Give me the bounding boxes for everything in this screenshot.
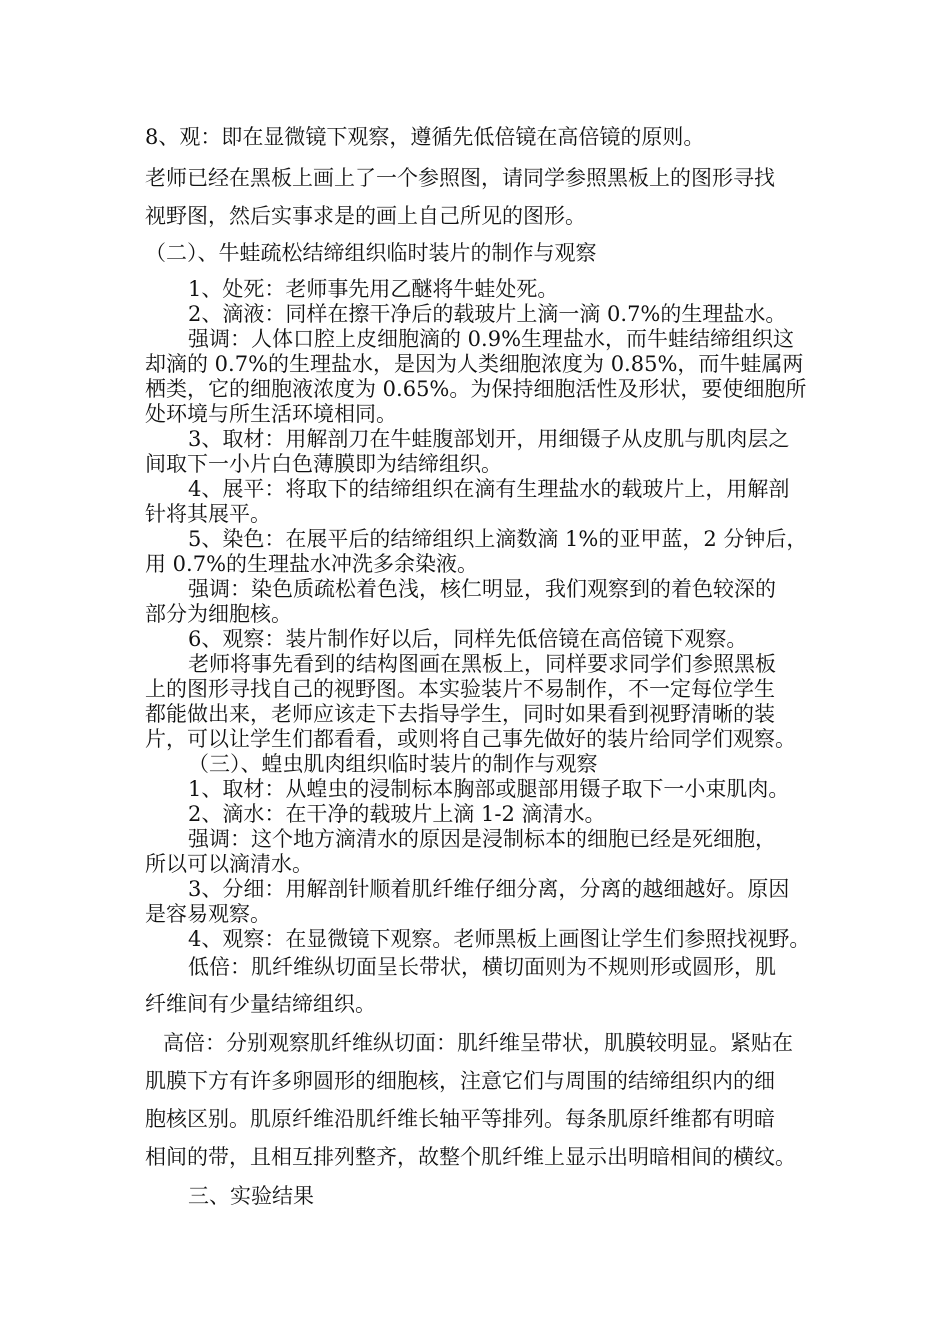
section-heading-results: 三、实验结果 <box>188 1184 314 1208</box>
paragraph-line: 4、展平：将取下的结缔组织在滴有生理盐水的载玻片上，用解剖 <box>188 477 790 501</box>
paragraph-line: 强调：染色质疏松着色浅，核仁明显，我们观察到的着色较深的 <box>188 577 776 601</box>
paragraph-line: 6、观察：装片制作好以后，同样先低倍镜在高倍镜下观察。 <box>188 627 748 651</box>
paragraph-line: 部分为细胞核。 <box>145 602 292 626</box>
paragraph-line: 老师已经在黑板上画上了一个参照图，请同学参照黑板上的图形寻找 <box>145 166 775 190</box>
section-heading-2: （二）、牛蛙疏松结缔组织临时装片的制作与观察 <box>145 241 597 265</box>
paragraph-line: 针将其展平。 <box>145 502 271 526</box>
paragraph-line: 肌膜下方有许多卵圆形的细胞核，注意它们与周围的结缔组织内的细 <box>145 1069 775 1093</box>
paragraph-line: 间取下一小片白色薄膜即为结缔组织。 <box>145 452 502 476</box>
paragraph-line: 强调：这个地方滴清水的原因是浸制标本的细胞已经是死细胞， <box>188 827 776 851</box>
section-heading-3: （三）、蝗虫肌肉组织临时装片的制作与观察 <box>188 752 598 776</box>
paragraph-line: 老师将事先看到的结构图画在黑板上，同样要求同学们参照黑板 <box>188 652 776 676</box>
paragraph-line: 2、滴水：在干净的载玻片上滴 1-2 滴清水。 <box>188 802 606 826</box>
paragraph-line: 纤维间有少量结缔组织。 <box>145 992 376 1016</box>
paragraph-line: 胞核区别。肌原纤维沿肌纤维长轴平等排列。每条肌原纤维都有明暗 <box>145 1107 775 1131</box>
paragraph-line: 1、处死：老师事先用乙醚将牛蛙处死。 <box>188 277 559 301</box>
paragraph-line: 是容易观察。 <box>145 902 271 926</box>
step-8-observe: 8、观：即在显微镜下观察，遵循先低倍镜在高倍镜的原则。 <box>145 125 705 149</box>
paragraph-line: 处环境与所生活环境相同。 <box>145 402 397 426</box>
paragraph-line: 上的图形寻找自己的视野图。本实验装片不易制作，不一定每位学生 <box>145 677 775 701</box>
paragraph-line: 所以可以滴清水。 <box>145 852 313 876</box>
paragraph-line: 强调：人体口腔上皮细胞滴的 0.9%生理盐水，而牛蛙结缔组织这 <box>188 327 795 351</box>
paragraph-line: 片，可以让学生们都看看，或则将自己事先做好的装片给同学们观察。 <box>145 727 796 751</box>
paragraph-line: 4、观察：在显微镜下观察。老师黑板上画图让学生们参照找视野。 <box>188 927 811 951</box>
paragraph-line: 都能做出来，老师应该走下去指导学生，同时如果看到视野清晰的装 <box>145 702 775 726</box>
paragraph-line: 低倍：肌纤维纵切面呈长带状，横切面则为不规则形或圆形，肌 <box>188 955 776 979</box>
paragraph-line: 1、取材：从蝗虫的浸制标本胸部或腿部用镊子取下一小束肌肉。 <box>188 777 790 801</box>
paragraph-line: 用 0.7%的生理盐水冲洗多余染液。 <box>145 552 479 576</box>
paragraph-line: 5、染色：在展平后的结缔组织上滴数滴 1%的亚甲蓝，2 分钟后， <box>188 527 808 551</box>
paragraph-line: 栖类，它的细胞液浓度为 0.65%。为保持细胞活性及形状，要使细胞所 <box>145 377 807 401</box>
paragraph-line: 却滴的 0.7%的生理盐水，是因为人类细胞浓度为 0.85%，而牛蛙属两 <box>145 352 804 376</box>
paragraph-line: 视野图，然后实事求是的画上自己所见的图形。 <box>145 204 586 228</box>
paragraph-line: 相间的带，且相互排列整齐，故整个肌纤维上显示出明暗相间的横纹。 <box>145 1145 796 1169</box>
paragraph-line: 3、分细：用解剖针顺着肌纤维仔细分离，分离的越细越好。原因 <box>188 877 790 901</box>
paragraph-line: 2、滴液：同样在擦干净后的载玻片上滴一滴 0.7%的生理盐水。 <box>188 302 787 326</box>
paragraph-line: 3、取材：用解剖刀在牛蛙腹部划开，用细镊子从皮肌与肌肉层之 <box>188 427 790 451</box>
paragraph-line: 高倍：分别观察肌纤维纵切面：肌纤维呈带状，肌膜较明显。紧贴在 <box>163 1031 793 1055</box>
